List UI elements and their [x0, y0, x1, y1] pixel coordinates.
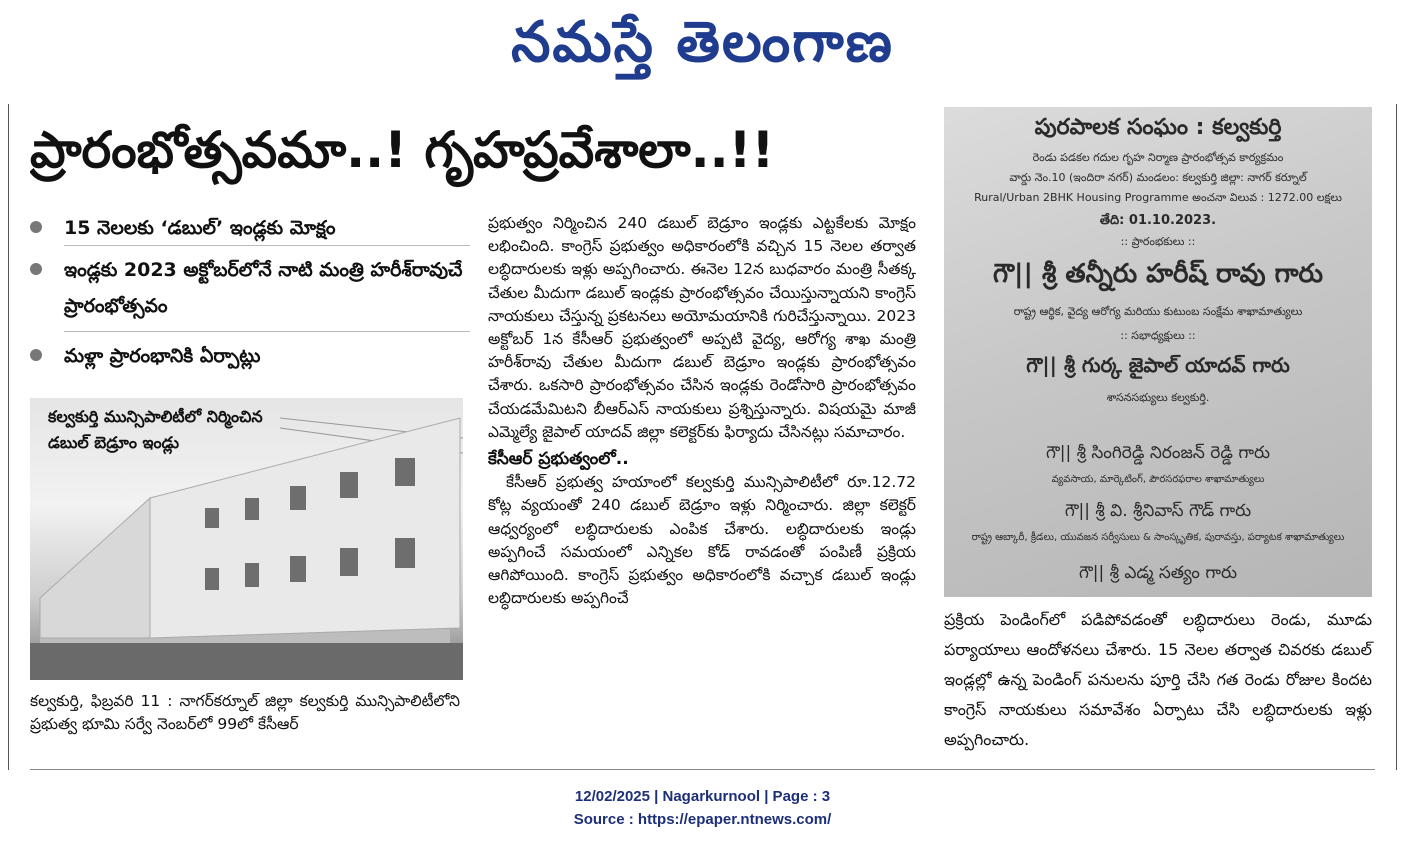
plaque-line: గౌ|| శ్రీ సింగిరెడ్డి నిరంజన్ రెడ్డి గారు — [1046, 443, 1270, 463]
plaque-line: :: సభాధ్యక్షులు :: — [1120, 329, 1196, 342]
bullet-icon — [30, 349, 42, 361]
bottom-rule — [30, 769, 1375, 770]
highlight-text: మళ్లా ప్రారంభానికి ఏర్పాట్లు — [64, 345, 261, 367]
plaque-line: పురపాలక సంఘం : కల్వకుర్తి — [1034, 115, 1282, 140]
highlight-text: ఇండ్లకు 2023 అక్టోబర్‌లోనే నాటి మంత్రి హరీశ్‌రావుచే ప్రారంభోత్సవం — [64, 259, 463, 317]
highlight-item — [30, 252, 470, 332]
plaque-line: గౌ|| శ్రీ వి. శ్రీనివాస్ గౌడ్ గారు — [1064, 501, 1252, 521]
plaque-line: వార్డు నెం.10 (ఇందిరా నగర్) మండలం: కల్వకుర్తి జిల్లా: నాగర్ కర్నూల్ — [1009, 171, 1307, 184]
plaque-line: వ్యవసాయ, మార్కెటింగ్, పౌరసరఫరాల శాఖామాత్యులు — [1051, 474, 1265, 485]
newspaper-masthead: నమస్తే తెలంగాణ — [511, 9, 894, 75]
plaque-line: రెండు పడకల గదుల గృహ నిర్మాణ ప్రారంభోత్సవ కార్యక్రమం — [1032, 151, 1284, 164]
plaque-line: :: ప్రారంభకులు :: — [1120, 235, 1196, 248]
source-link[interactable]: Source : https://epaper.ntnews.com/ — [573, 811, 832, 828]
bullet-icon — [30, 263, 42, 275]
plaque-line: శాసనసభ్యులు కల్వకుర్తి. — [1106, 391, 1210, 404]
plaque-line: గౌ|| శ్రీ ఎడ్మ సత్యం గారు — [1079, 563, 1237, 583]
highlight-text: 15 నెలలకు ‘డబుల్’ ఇండ్లకు మోక్షం — [64, 217, 336, 239]
section-subheading: కేసీఆర్ ప్రభుత్వంలో.. — [488, 449, 629, 470]
left-page-border — [8, 104, 9, 770]
right-page-border — [1396, 104, 1397, 770]
inauguration-plaque-photo — [944, 107, 1372, 597]
highlight-item — [30, 338, 470, 374]
middle-paragraph-1: ప్రభుత్వం నిర్మించిన 240 డబుల్ బెడ్రూం ఇండ్లకు ఎట్టకేలకు మోక్షం లభించింది. కాంగ్రెస్ ప్రభుత్వం అధికారంలోకి వచ్చిన 15 నెలల తర్వాత లబ్ధిదారులకు ఇళ్లు అప్పగించారు. ఈనెల 12న బుధవారం మంత్రి సీతక్క చేతుల మీదుగా డబుల్ ఇండ్లకు ప్రారంభోత్సవం చేయిస్తున్నాయని కాంగ్రెస్ నాయకులు చేస్తున్న ప్రకటనలు అయోమయానికి గురిచేస్తున్నాయి. 2023 అక్టోబర్ 1న కేసీఆర్ ప్రభుత్వంలో అప్పటి వైద్య, ఆరోగ్య శాఖ మంత్రి హరీశ్‌రావు చేతుల మీదుగా డబుల్ బెడ్రూం ఇండ్లకు ప్రారంభోత్సవం చేశారు. ఒకసారి ప్రారంభోత్సవం చేసిన ఇండ్లకు రెండోసారి ప్రారంభోత్సవం చేయడమేమిటని బీఆర్ఎస్ నాయకులు ప్రశ్నిస్తున్నారు. విషయమై మాజీ ఎమ్మెల్యే జైపాల్ యాదవ్ జిల్లా కలెక్టర్‌కు ఫిర్యాదు చేసినట్లు సమాచారం. — [488, 214, 916, 441]
housing-photo — [30, 398, 463, 680]
plaque-line: గౌ|| శ్రీ తన్నీరు హరీష్ రావు గారు — [993, 259, 1323, 289]
left-column-text: కల్వకుర్తి, ఫిబ్రవరి 11 : నాగర్‌కర్నూల్ జిల్లా కల్వకుర్తి మున్సిపాలిటీలోని ప్రభుత్వ భూమి సర్వే నెంబర్‌లో 99లో కేసీఆర్ — [30, 692, 460, 734]
middle-column-text — [488, 212, 916, 610]
plaque-line: గౌ|| శ్రీ గుర్క జైపాల్ యాదవ్ గారు — [1026, 353, 1290, 377]
highlights-list — [30, 210, 470, 374]
divider — [64, 245, 470, 246]
plaque-line: రాష్ట్ర ఆర్థిక, వైద్య ఆరోగ్య మరియు కుటుంబ సంక్షేమ శాఖామాత్యులు — [1013, 305, 1303, 318]
bullet-icon — [30, 221, 42, 233]
divider — [64, 331, 470, 332]
highlight-item — [30, 210, 470, 246]
right-column-text: ప్రక్రియ పెండింగ్‌లో పడిపోవడంతో లబ్ధిదారులు రెండు, మూడు పర్యాయాలు ఆందోళనలు చేశారు. 15 నెలల తర్వాత చివరకు డబుల్ ఇండ్లల్లో ఉన్న పెండింగ్ పనులను పూర్తి చేసి గత రెండు రోజుల కిందట కాంగ్రెస్ నాయకులు సమావేశం ఏర్పాటు చేసి లబ్ధిదారులకు ఇళ్లు అప్పగించారు. — [944, 610, 1372, 749]
plaque-line: రాష్ట్ర ఆబ్కారీ, క్రీడలు, యువజన సర్వీసులు & సాంస్కృతిక, పురావస్తు, పర్యాటక శాఖామాత్యులు — [971, 532, 1345, 543]
edition-info: 12/02/2025 | Nagarkurnool | Page : 3 — [574, 788, 831, 805]
photo-caption: కల్వకుర్తి మున్సిపాలిటీలో నిర్మించిన డబుల్ బెడ్రూం ఇండ్లు — [48, 407, 263, 452]
article-headline: ప్రారంభోత్సవమా..! గృహప్రవేశాలా..!! — [30, 121, 775, 179]
middle-paragraph-2: కేసీఆర్ ప్రభుత్వ హయాంలో కల్వకుర్తి మున్సిపాలిటీలో రూ.12.72 కోట్ల వ్యయంతో 240 డబుల్ బెడ్రూం ఇళ్లు నిర్మించారు. జిల్లా కలెక్టర్ ఆధ్వర్యంలో లబ్ధిదారులకు ఎంపిక చేశారు. లబ్ధిదారులకు ఇండ్లు అప్పగించే సమయంలో ఎన్నికల కోడ్ రావడంతో పంపిణీ ప్రక్రియ ఆగిపోయింది. కాంగ్రెస్ ప్రభుత్వం అధికారంలోకి వచ్చాక డబుల్ ఇండ్లు లబ్ధిదారులకు అప్పగించే — [488, 473, 916, 608]
plaque-line: Rural/Urban 2BHK Housing Programme అంచనా విలువ : 1272.00 లక్షలు — [974, 191, 1342, 204]
plaque-line: తేది: 01.10.2023. — [1099, 213, 1217, 228]
